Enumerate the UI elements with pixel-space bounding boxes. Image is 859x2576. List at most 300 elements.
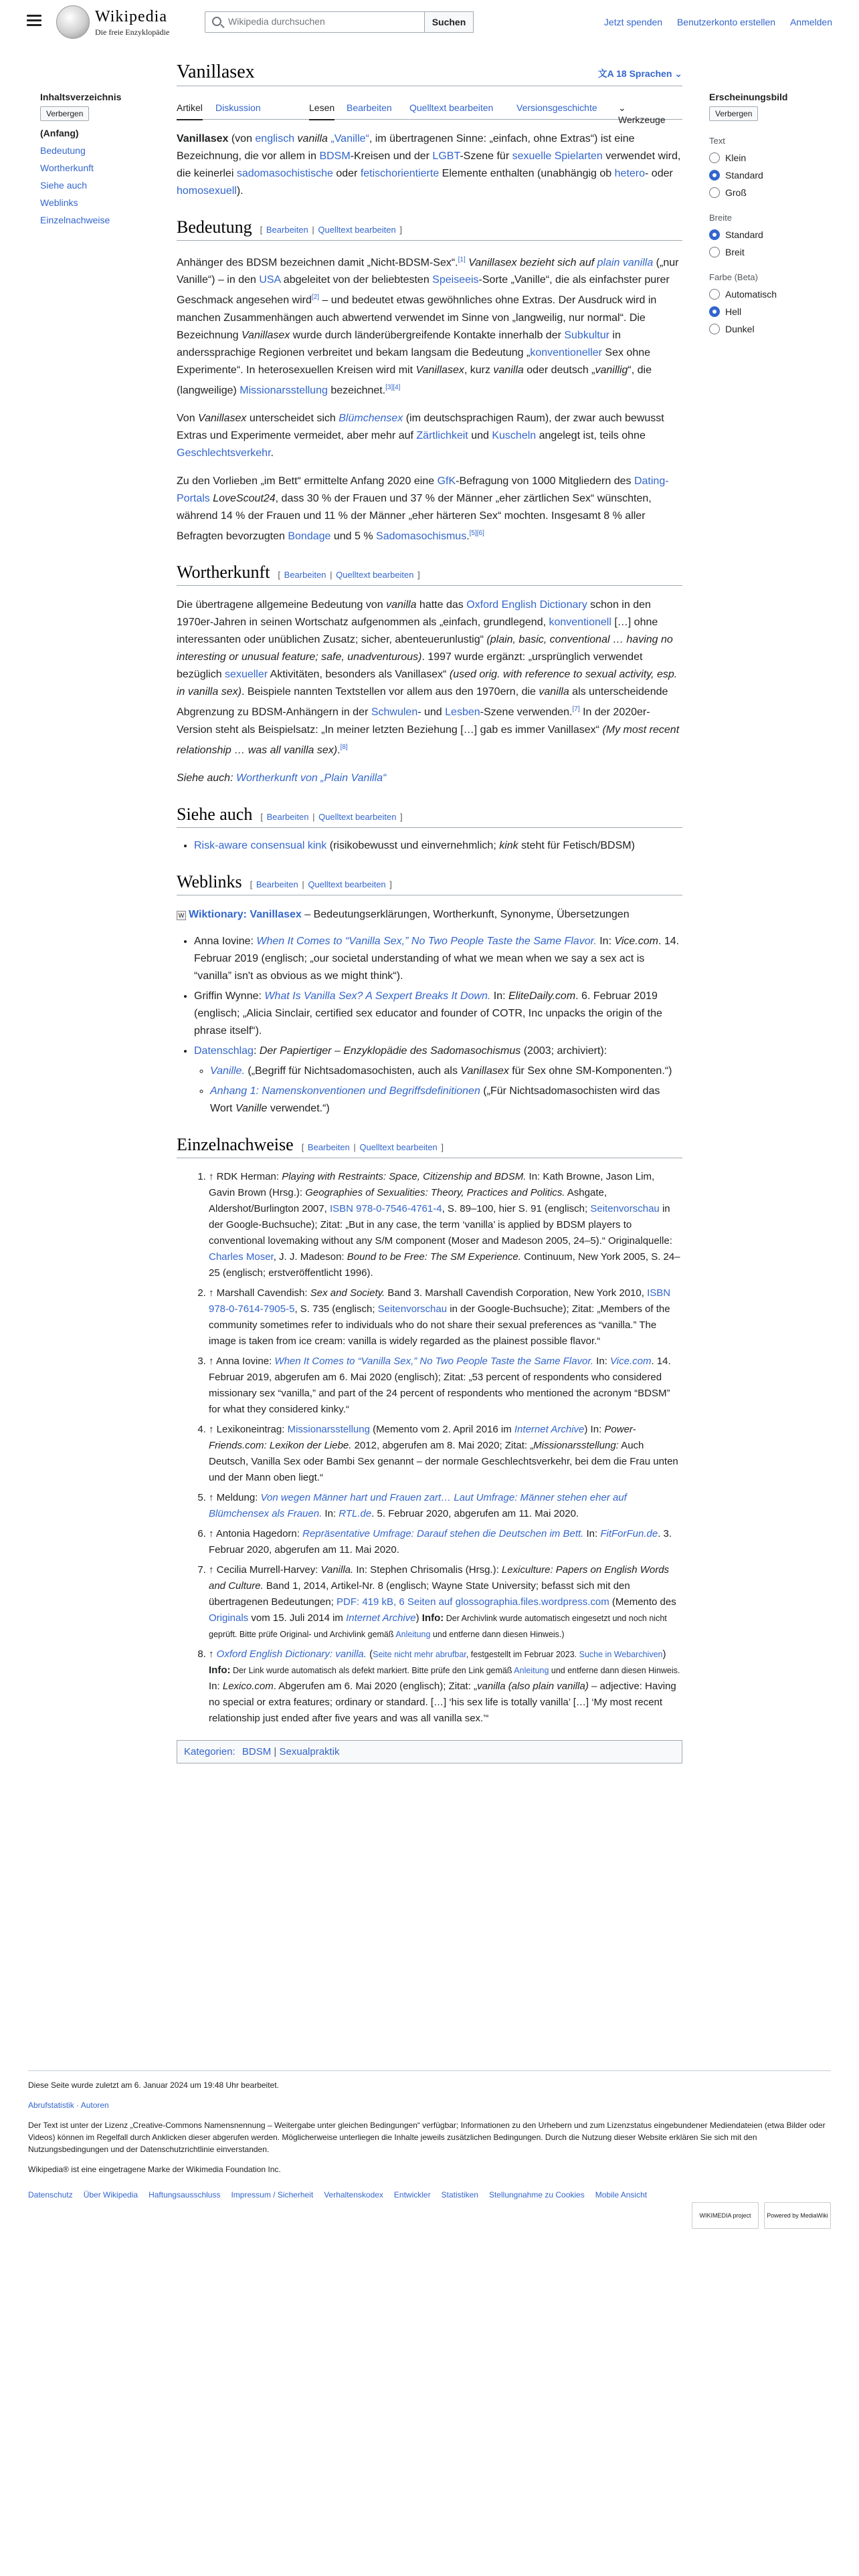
list-item bbox=[194, 1043, 682, 1117]
wordmark[interactable] bbox=[95, 8, 169, 37]
reference-item bbox=[209, 1562, 682, 1642]
text: verwendet.“) bbox=[267, 1102, 330, 1114]
text: -Befragung von 1000 Mitgliedern des bbox=[456, 475, 634, 487]
text: und 5 % bbox=[330, 530, 377, 542]
wiktionary-icon: W bbox=[177, 911, 186, 920]
ref-title: Sex and Society. bbox=[310, 1287, 385, 1299]
ref-text: . 3. Februar 2020, abgerufen am 11. Mai 2020. bbox=[209, 1527, 672, 1555]
ref-text: ) bbox=[415, 1612, 422, 1624]
ref-source-link[interactable]: PDF: 419 kB, 6 Seiten auf glossographia.files.wordpress.com bbox=[337, 1596, 609, 1608]
language-button[interactable]: 文A 18 Sprachen ⌄ bbox=[597, 68, 682, 79]
ref-text: und entferne dann diesen Hinweis.) bbox=[430, 1629, 565, 1639]
lead-text: -Szene für bbox=[460, 150, 512, 162]
link[interactable]: Bondage bbox=[288, 530, 331, 542]
ref-text: Meldung: bbox=[216, 1491, 261, 1503]
list-item bbox=[210, 1063, 682, 1080]
link[interactable]: Blümchensex bbox=[339, 412, 403, 424]
link[interactable]: konventionell bbox=[549, 617, 611, 629]
tab-edit-source[interactable]: Quelltext bearbeiten bbox=[409, 102, 494, 113]
color-label: Farbe (Beta) bbox=[709, 272, 758, 282]
text: in anderssprachige Regionen verbreitet und bekam langsam die Bedeutung „ bbox=[177, 329, 621, 358]
text: vanilla bbox=[539, 686, 569, 698]
category-link[interactable]: Sexualpraktik bbox=[279, 1745, 340, 1757]
lead-text: verwendet wird, die keinerlei bbox=[177, 150, 681, 179]
ref-text: Auch Deutsch, Vanilla Sex oder Bambi Sex genannt – der normale Geschlechtsverkehr, bei dem die Frau unten und der Mann oben liegt.“ bbox=[209, 1439, 678, 1483]
ref-text: (Memento vom 2. April 2016 im bbox=[369, 1423, 514, 1435]
text: oder deutsch „ bbox=[523, 364, 595, 376]
text: Vanillasex bbox=[460, 1065, 509, 1077]
link[interactable]: Wortherkunft von „Plain Vanilla“ bbox=[235, 772, 387, 784]
table-of-contents bbox=[40, 92, 161, 225]
heading-weblinks bbox=[177, 872, 682, 895]
reference-item bbox=[209, 1646, 682, 1727]
text: . 14. Februar 2019 (englisch; „our societal understanding of what we mean when we say a sex act is “vanilla” isn't as obvious as we might think“). bbox=[194, 935, 680, 982]
text: Aktivitäten, besonders als Vanillasex“ bbox=[268, 669, 450, 681]
ref-backlink[interactable]: ↑ bbox=[209, 1527, 216, 1539]
article-content bbox=[177, 58, 682, 1763]
ref-text: , S. 89–100, hier S. 91 (englisch; bbox=[442, 1202, 591, 1214]
toc-item-wortherkunft[interactable]: Wortherkunft bbox=[40, 163, 94, 173]
search-box bbox=[205, 11, 474, 33]
lead-text: Elemente enthalten (unabhängig ob bbox=[439, 168, 615, 179]
ref-text: RDK Herman: bbox=[216, 1170, 282, 1182]
list-item bbox=[194, 988, 682, 1040]
heading-text: Weblinks bbox=[177, 871, 242, 891]
lead-link-englisch[interactable]: englisch bbox=[255, 133, 295, 144]
user-links bbox=[592, 17, 832, 27]
ref-text: , J. J. Madeson: bbox=[273, 1251, 347, 1263]
ref-text: Continuum, New York 2005, S. 24–25 (englisch; erstveröffentlicht 1996). bbox=[209, 1251, 680, 1279]
radio-color-dark[interactable] bbox=[709, 324, 843, 334]
link[interactable]: GfK bbox=[437, 475, 456, 487]
link[interactable]: Datenschlag bbox=[194, 1045, 254, 1057]
section-edit-links: [ Bearbeiten | Quelltext bearbeiten ] bbox=[250, 879, 392, 889]
ref-text: ) bbox=[662, 1648, 666, 1660]
radio-icon bbox=[709, 289, 720, 300]
text: und bbox=[468, 429, 492, 441]
link[interactable]: Kuscheln bbox=[492, 429, 537, 441]
lead-text: (von bbox=[228, 133, 256, 144]
link[interactable]: Missionarsstellung bbox=[240, 384, 328, 396]
lead-link-lgbt[interactable]: LGBT bbox=[432, 150, 460, 162]
paragraph bbox=[177, 251, 682, 399]
categories-label[interactable]: Kategorien: bbox=[184, 1745, 235, 1757]
text: Vanille bbox=[235, 1102, 268, 1114]
footer-link[interactable]: Datenschutz bbox=[28, 2190, 73, 2199]
reference-item bbox=[209, 1422, 682, 1486]
category-box: Kategorien: BDSM | Sexualpraktik bbox=[177, 1740, 682, 1763]
text: Anhänger des BDSM bezeichnen damit „Nicht-BDSM-Sex“. bbox=[177, 257, 458, 269]
text: („Für Nichtsadomasochisten wird das Wort bbox=[210, 1085, 660, 1114]
ref-link[interactable]: [3][4] bbox=[385, 383, 401, 391]
ref-source-link[interactable]: Vice.com bbox=[610, 1355, 652, 1367]
ref-source-link[interactable]: Von wegen Männer hart und Frauen zart… Laut Umfrage: Männer stehen eher auf Blümchensex als Frauen. bbox=[209, 1491, 627, 1519]
radio-text-small[interactable] bbox=[709, 152, 843, 163]
appearance-panel bbox=[709, 92, 843, 334]
text: EliteDaily.com bbox=[508, 990, 576, 1002]
ref-source-link[interactable]: Internet Archive bbox=[514, 1423, 585, 1435]
radio-text-large[interactable] bbox=[709, 187, 843, 198]
ref-text: in der Google-Buchsuche); Zitat: „Members of the community sometimes refer to individuals who do not share their sexual preferences as “vanilla.” The image is taken from ice cream: vanilla is widely regarded as the plainest possible flavor.“ bbox=[209, 1303, 670, 1347]
text: unterscheidet sich bbox=[246, 412, 339, 424]
tab-read[interactable]: Lesen bbox=[309, 102, 335, 120]
ref-text: in der Google-Buchsuche); Zitat: „But in any case, the term ‘vanilla’ is applied by BDSM players to conventional lovemaking without any S/M component (Moser and Madeson 2005, 24–5).“ Originalquelle: bbox=[209, 1202, 672, 1247]
section-edit-link[interactable]: Bearbeiten bbox=[266, 811, 309, 822]
text: kink bbox=[499, 839, 518, 851]
wikimedia-badge[interactable]: WIKIMEDIA project bbox=[692, 2202, 759, 2229]
radio-label: Hell bbox=[725, 306, 742, 317]
license-text: Der Text ist unter der Lizenz „Creative-Commons Namensnennung – Weitergabe unter gleichen Bedingungen“ verfügbar; Informationen zu den Urhebern und zum Lizenzstatus eingebundener Mediendateien (etwa Bilder oder Videos) können im Regelfall durch Anklicken dieser abgerufen werden. Möglicherweise unterliegen die Inhalte jeweils zusätzlichen Bedingungen. Durch die Nutzung dieser Website erklären Sie sich mit den Nutzungsbedingungen und der Datenschutzrichtlinie einverstanden. bbox=[28, 2121, 826, 2154]
lead-link-bdsm[interactable]: BDSM bbox=[319, 150, 351, 162]
link[interactable]: Dating-Portals bbox=[177, 475, 669, 504]
link[interactable]: konventioneller bbox=[530, 346, 602, 358]
text: , kurz bbox=[464, 364, 494, 376]
heading-einzelnachweise bbox=[177, 1135, 682, 1158]
lead-link-spielarten[interactable]: sexuelle Spielarten bbox=[512, 150, 603, 162]
ref-title: Power-Friends.com: Lexikon der Liebe. bbox=[209, 1423, 636, 1451]
text: Der Papiertiger – Enzyklopädie des Sadomasochismus bbox=[259, 1045, 521, 1057]
sub-list bbox=[210, 1063, 682, 1117]
ref-backlink[interactable]: ↑ bbox=[209, 1355, 216, 1367]
width-label: Breite bbox=[709, 213, 732, 223]
toc-hide-button[interactable]: Verbergen bbox=[40, 106, 89, 121]
toc-item-weblinks[interactable]: Weblinks bbox=[40, 197, 78, 208]
wordmark-title: Wikipedia bbox=[95, 8, 167, 25]
section-edit-link[interactable]: Bearbeiten bbox=[307, 1142, 350, 1152]
text: In der 2020er-Version steht als Beispielsatz: „In meiner letzten Beziehung […] gab es immer Vanillasex“ bbox=[177, 706, 650, 736]
site-header bbox=[0, 0, 859, 44]
ref-title: Missionarsstellung: bbox=[533, 1439, 619, 1451]
create-account-link[interactable]: Benutzerkonto erstellen bbox=[676, 17, 776, 27]
heading-text: Bedeutung bbox=[177, 217, 252, 237]
text: . 1997 wurde ergänzt: „ursprünglich verwendet bezüglich bbox=[177, 651, 643, 681]
ref-text: , S. 735 (englisch; bbox=[294, 1303, 378, 1315]
wiktionary-link[interactable]: Wiktionary: Vanillasex bbox=[189, 908, 302, 920]
ref-text: In: bbox=[583, 1527, 601, 1539]
link[interactable]: Vanille. bbox=[210, 1065, 245, 1077]
radio-label: Automatisch bbox=[725, 289, 777, 300]
ref-source-link[interactable]: Seitenvorschau bbox=[590, 1202, 660, 1214]
list-item bbox=[194, 837, 682, 855]
tab-history[interactable]: Versionsgeschichte bbox=[516, 102, 597, 113]
section-edit-links: [ Bearbeiten | Quelltext bearbeiten ] bbox=[278, 570, 420, 580]
ref-source-link[interactable]: ISBN 978-0-7546-4761-4 bbox=[329, 1202, 442, 1214]
ref-text: In: bbox=[593, 1355, 611, 1367]
radio-icon bbox=[709, 152, 720, 163]
section-source-link[interactable]: Quelltext bearbeiten bbox=[318, 225, 396, 235]
link[interactable]: USA bbox=[259, 274, 281, 286]
ref-info-label: Info: bbox=[421, 1612, 444, 1624]
link[interactable]: Sadomasochismus bbox=[376, 530, 467, 542]
ref-source-link[interactable]: Internet Archive bbox=[346, 1612, 416, 1624]
see-also-list bbox=[194, 837, 682, 855]
link[interactable]: Oxford English Dictionary bbox=[466, 599, 587, 611]
paragraph bbox=[177, 410, 682, 462]
link[interactable]: Anhang 1: Namenskonventionen und Begriffsdefinitionen bbox=[210, 1085, 480, 1097]
section-edit-link[interactable]: Bearbeiten bbox=[266, 225, 308, 235]
text: Anna Iovine: bbox=[194, 935, 257, 947]
toc-title: Inhaltsverzeichnis bbox=[40, 92, 122, 102]
link[interactable]: When It Comes to “Vanilla Sex,” No Two People Taste the Same Flavor. bbox=[256, 935, 597, 947]
ref-source-link[interactable]: Seitenvorschau bbox=[377, 1303, 448, 1315]
text: (used orig. with reference to sexual activity, esp. in vanilla sex) bbox=[177, 669, 678, 698]
section-source-link[interactable]: Quelltext bearbeiten bbox=[336, 570, 414, 580]
section-edit-links: [ Bearbeiten | Quelltext bearbeiten ] bbox=[260, 225, 402, 235]
ref-source-link[interactable]: ISBN 978-0-7614-7905-5 bbox=[209, 1287, 671, 1315]
footer-link[interactable]: Mobile Ansicht bbox=[595, 2190, 648, 2199]
ref-source-link[interactable]: Suche in Webarchiven bbox=[579, 1649, 663, 1659]
ref-link[interactable]: [7] bbox=[572, 706, 580, 714]
section-source-link[interactable]: Quelltext bearbeiten bbox=[359, 1142, 438, 1152]
toc-item-top[interactable]: (Anfang) bbox=[40, 128, 79, 138]
link[interactable]: plain vanilla bbox=[597, 257, 654, 269]
footer-link[interactable]: Stellungnahme zu Cookies bbox=[488, 2190, 585, 2199]
text: steht für Fetisch/BDSM) bbox=[518, 839, 635, 851]
lead-text: , im übertragenen Sinne: „einfach, ohne Extras“) ist eine Bezeichnung, die vor allem in bbox=[177, 133, 635, 162]
appearance-hide-button[interactable]: Verbergen bbox=[709, 106, 758, 121]
trademark-text: Wikipedia® ist eine eingetragene Marke der Wikimedia Foundation Inc. bbox=[28, 2165, 281, 2174]
link[interactable]: Zärtlichkeit bbox=[416, 429, 468, 441]
lead-text: ). bbox=[236, 185, 244, 197]
ref-text: (Memento des bbox=[609, 1596, 676, 1608]
page-tabs bbox=[177, 90, 682, 125]
radio-icon bbox=[709, 170, 720, 181]
text: (plain, basic, conventional … having no interesting or unusual feature; safe, unadventurous) bbox=[177, 634, 673, 663]
link[interactable]: Subkultur bbox=[564, 329, 609, 341]
ref-title: Vanilla. bbox=[320, 1564, 354, 1576]
reference-item bbox=[209, 1285, 682, 1350]
text: angelegt ist, teils ohne bbox=[536, 429, 646, 441]
heading-text: Wortherkunft bbox=[177, 562, 270, 582]
text: Vanillasex bbox=[415, 364, 464, 376]
footer-link[interactable]: Haftungsausschluss bbox=[149, 2190, 221, 2199]
text: : bbox=[253, 1045, 260, 1057]
lead-term: Vanillasex bbox=[177, 133, 229, 144]
text: – und bedeutet etwas gewöhnliches ohne Extras. Der Ausdruck wird in manchen Zusammenhängen auch abwertend verwendet im Sinne von „langweilig, nur normal“. Die Bezeichnung bbox=[177, 294, 657, 341]
lead-text-italic: vanilla bbox=[294, 133, 331, 144]
radio-text-standard[interactable] bbox=[709, 170, 843, 181]
section-source-link[interactable]: Quelltext bearbeiten bbox=[318, 811, 397, 822]
references-list bbox=[209, 1169, 682, 1727]
lead-link-homosexuell[interactable]: homosexuell bbox=[177, 185, 237, 197]
radio-label: Klein bbox=[725, 152, 747, 163]
link[interactable]: Schwulen bbox=[371, 706, 418, 718]
login-link[interactable]: Anmelden bbox=[789, 17, 832, 27]
text: wurde durch länderübergreifende Kontakte innerhalb der bbox=[290, 329, 565, 341]
text: Zu den Vorlieben „im Bett“ ermittelte Anfang 2020 eine bbox=[177, 475, 438, 487]
heading-text: Einzelnachweise bbox=[177, 1134, 294, 1154]
heading-siehe-auch bbox=[177, 804, 682, 828]
ref-text: ( bbox=[366, 1648, 373, 1660]
text: Vanillasex bezieht sich auf bbox=[465, 257, 597, 269]
ref-source-link[interactable]: Seite nicht mehr abrufbar bbox=[373, 1649, 466, 1659]
search-icon bbox=[212, 17, 221, 26]
footer-link[interactable]: Statistiken bbox=[441, 2190, 478, 2199]
link[interactable]: Geschlechtsverkehr bbox=[177, 447, 271, 459]
ref-source-link[interactable]: Anleitung bbox=[395, 1629, 431, 1639]
text: . bbox=[270, 447, 274, 459]
ref-text: In: bbox=[322, 1507, 339, 1519]
ref-text: Cecilia Murrell-Harvey: bbox=[216, 1564, 321, 1576]
footer-link[interactable]: Impressum / Sicherheit bbox=[231, 2190, 314, 2199]
tab-article[interactable]: Artikel bbox=[177, 102, 203, 120]
ref-source-link[interactable]: Oxford English Dictionary: vanilla. bbox=[216, 1648, 367, 1660]
last-edited: Diese Seite wurde zuletzt am 6. Januar 2024 um 19:48 Uhr bearbeitet. bbox=[28, 2080, 279, 2090]
ref-text: . 14. Februar 2019, abgerufen am 6. Mai 2020 (englisch); Zitat: „53 percent of respondents who considered missionary sex “vanilla,” and part of the 24 percent of respondents who mentioned the acronym “BDSM” for what they considered kinky.“ bbox=[209, 1355, 671, 1415]
ref-source-link[interactable]: Originals bbox=[209, 1612, 249, 1624]
radio-label: Breit bbox=[725, 247, 745, 257]
lead-link-hetero[interactable]: hetero bbox=[614, 168, 646, 179]
text: In: bbox=[490, 990, 508, 1002]
page-title: Vanillasex bbox=[177, 62, 255, 82]
text: In: bbox=[596, 935, 615, 947]
footer-link[interactable]: Verhaltenskodex bbox=[324, 2190, 383, 2199]
ref-backlink[interactable]: ↑ bbox=[209, 1170, 217, 1182]
radio-icon bbox=[709, 187, 720, 198]
ref-text: Der Archivlink wurde automatisch eingesetzt und noch nicht geprüft. Bitte prüfe Original- und Archivlink gemäß bbox=[209, 1613, 667, 1639]
section-edit-links: [ Bearbeiten | Quelltext bearbeiten ] bbox=[301, 1142, 444, 1152]
weblinks-list bbox=[194, 933, 682, 1117]
ref-backlink[interactable]: ↑ bbox=[209, 1491, 217, 1503]
text: („Begriff für Nichtsadomasochisten, auch als bbox=[244, 1065, 461, 1077]
wiktionary-box bbox=[177, 906, 682, 924]
text: vanilla bbox=[386, 599, 417, 611]
ref-link[interactable]: [5][6] bbox=[469, 529, 484, 537]
ref-text: Band 3. Marshall Cavendish Corporation, New York 2010, bbox=[385, 1287, 648, 1299]
ref-source-link[interactable]: When It Comes to “Vanilla Sex,” No Two People Taste the Same Flavor. bbox=[274, 1355, 594, 1367]
link[interactable]: Speiseeis bbox=[432, 274, 479, 286]
link[interactable]: sexueller bbox=[225, 669, 268, 681]
link[interactable]: Lesben bbox=[445, 706, 480, 718]
ref-text: . 5. Februar 2020, abgerufen am 11. Mai 2020. bbox=[371, 1507, 579, 1519]
mediawiki-badge[interactable]: Powered by MediaWiki bbox=[764, 2202, 831, 2229]
ref-source-link[interactable]: Missionarsstellung bbox=[287, 1423, 370, 1435]
heading-text: Siehe auch bbox=[177, 804, 253, 824]
text: (risikobewusst und einvernehmlich; bbox=[326, 839, 500, 851]
toc-item-siehe-auch[interactable]: Siehe auch bbox=[40, 180, 88, 191]
ref-source-link[interactable]: Anleitung bbox=[514, 1665, 549, 1675]
text: “, die (langweilige) bbox=[177, 364, 652, 396]
text: – Bedeutungserklärungen, Wortherkunft, Synonyme, Übersetzungen bbox=[301, 908, 630, 920]
text: als unterscheidende Abgrenzung zu BDSM-Anhängern in der bbox=[177, 686, 668, 718]
tools-menu[interactable]: Werkzeuge ⌄ bbox=[618, 102, 666, 125]
text: (im deutschsprachigen Raum), der zwar auch bewusst Extras und Experimente vermeidet, aber mehr auf bbox=[177, 412, 664, 441]
lead-paragraph bbox=[177, 130, 682, 200]
link[interactable]: Risk-aware consensual kink bbox=[194, 839, 327, 851]
text: , dass 30 % der Frauen und 37 % der Männer „eher zärtlichen Sex“ wünschten, während 14 % der Frauen und 11 % der Männer „eher härteren Sex“ mochten. Insgesamt 8 % aller Befragten bevorzugten bbox=[177, 492, 652, 542]
text: Griffin Wynne: bbox=[194, 990, 265, 1002]
lead-text: oder bbox=[332, 168, 361, 179]
list-item bbox=[210, 1083, 682, 1117]
lead-link-fetisch[interactable]: fetischorientierte bbox=[360, 168, 440, 179]
footer-links bbox=[28, 2189, 831, 2201]
ref-source-link[interactable]: FitForFun.de bbox=[600, 1527, 658, 1539]
see-also-hatnote bbox=[177, 770, 682, 787]
text: Von bbox=[177, 412, 199, 424]
toc-item-bedeutung[interactable]: Bedeutung bbox=[40, 145, 86, 156]
main-menu-icon[interactable] bbox=[27, 15, 41, 27]
lead-link-sadomaso[interactable]: sadomasochistische bbox=[236, 168, 333, 179]
ref-text: Der Link wurde automatisch als defekt markiert. Bitte prüfe den Link gemäß bbox=[230, 1665, 514, 1675]
heading-wortherkunft bbox=[177, 562, 682, 586]
ref-text: Marshall Cavendish: bbox=[216, 1287, 310, 1299]
ref-link[interactable]: [2] bbox=[311, 294, 320, 302]
toc-item-einzelnachweise[interactable]: Einzelnachweise bbox=[40, 215, 110, 225]
language-count: 18 Sprachen bbox=[616, 68, 672, 79]
stats-link[interactable]: Abrufstatistik · Autoren bbox=[28, 2101, 109, 2110]
ref-title: Playing with Restraints: Space, Citizenship and BDSM. bbox=[282, 1170, 527, 1182]
radio-width-standard[interactable] bbox=[709, 229, 843, 240]
ref-backlink[interactable]: ↑ bbox=[209, 1648, 217, 1660]
ref-link[interactable]: [1] bbox=[458, 256, 466, 263]
text: vanilla bbox=[493, 364, 524, 376]
section-source-link[interactable]: Quelltext bearbeiten bbox=[308, 879, 386, 889]
tab-discussion[interactable]: Diskussion bbox=[215, 102, 261, 113]
text: abgeleitet von der beliebtesten bbox=[280, 274, 433, 286]
radio-label: Standard bbox=[725, 229, 763, 240]
search-input[interactable] bbox=[228, 16, 442, 27]
ref-text: Band 1, 2014, Artikel-Nr. 8 (englisch; Wayne State University; befasst sich mit den übertragenen Bedeutungen; bbox=[209, 1580, 630, 1608]
ref-text: In: Stephen Chrisomalis (Hrsg.): bbox=[353, 1564, 502, 1576]
section-edit-links: [ Bearbeiten | Quelltext bearbeiten ] bbox=[260, 811, 403, 822]
donate-link[interactable]: Jetzt spenden bbox=[603, 17, 663, 27]
link[interactable]: What Is Vanilla Sex? A Sexpert Breaks It Down. bbox=[264, 990, 491, 1002]
footer-link[interactable]: Über Wikipedia bbox=[83, 2190, 138, 2199]
lead-text: -Kreisen und der bbox=[350, 150, 433, 162]
page-footer bbox=[28, 2070, 831, 2219]
text: - und bbox=[417, 706, 446, 718]
wordmark-tagline: Die freie Enzyklopädie bbox=[95, 27, 170, 37]
text: . bbox=[337, 744, 341, 756]
lead-link-vanille[interactable]: „Vanille“ bbox=[330, 133, 369, 144]
ref-text: und entferne dann diesen Hinweis. bbox=[549, 1665, 680, 1675]
footer-link[interactable]: Entwickler bbox=[393, 2190, 431, 2199]
section-edit-link[interactable]: Bearbeiten bbox=[256, 879, 298, 889]
radio-icon bbox=[709, 247, 720, 257]
text: hatte das bbox=[416, 599, 467, 611]
text: (My most recent relationship … was all vanilla sex) bbox=[177, 724, 680, 756]
radio-color-light[interactable] bbox=[709, 306, 843, 317]
text-size-label: Text bbox=[709, 136, 725, 146]
wikipedia-globe-logo[interactable] bbox=[56, 5, 90, 39]
paragraph bbox=[177, 597, 682, 759]
search-button[interactable]: Suchen bbox=[424, 11, 474, 33]
ref-title: Lexico.com bbox=[222, 1680, 274, 1692]
ref-info-label: Info: bbox=[209, 1664, 231, 1676]
text: vanillig bbox=[595, 364, 628, 376]
text: Die übertragene allgemeine Bedeutung von bbox=[177, 599, 387, 611]
text: („nur Vanille“) – in den bbox=[177, 257, 679, 286]
ref-source-link[interactable]: RTL.de bbox=[339, 1507, 372, 1519]
ref-source-link[interactable]: Repräsentative Umfrage: Darauf stehen die Deutschen im Bett. bbox=[302, 1527, 584, 1539]
ref-backlink[interactable]: ↑ bbox=[209, 1287, 217, 1299]
tab-edit[interactable]: Bearbeiten bbox=[347, 102, 392, 113]
list-item bbox=[194, 933, 682, 985]
ref-title: Bound to be Free: The SM Experience. bbox=[347, 1251, 521, 1263]
ref-text: . Abgerufen am 6. Mai 2020 (englisch); Zitat: „ bbox=[273, 1680, 478, 1692]
ref-text: Ashgate, Aldershot/Burlington 2007, bbox=[209, 1186, 607, 1214]
ref-backlink[interactable]: ↑ bbox=[209, 1564, 217, 1576]
text: -Szene verwenden. bbox=[480, 706, 573, 718]
ref-source-link[interactable]: Charles Moser bbox=[209, 1251, 274, 1263]
radio-icon bbox=[709, 229, 720, 240]
radio-color-auto[interactable] bbox=[709, 289, 843, 300]
section-edit-link[interactable]: Bearbeiten bbox=[284, 570, 326, 580]
radio-width-wide[interactable] bbox=[709, 247, 843, 257]
ref-link[interactable]: [8] bbox=[340, 743, 348, 751]
category-link[interactable]: BDSM bbox=[242, 1745, 272, 1757]
ref-backlink[interactable]: ↑ bbox=[209, 1423, 217, 1435]
